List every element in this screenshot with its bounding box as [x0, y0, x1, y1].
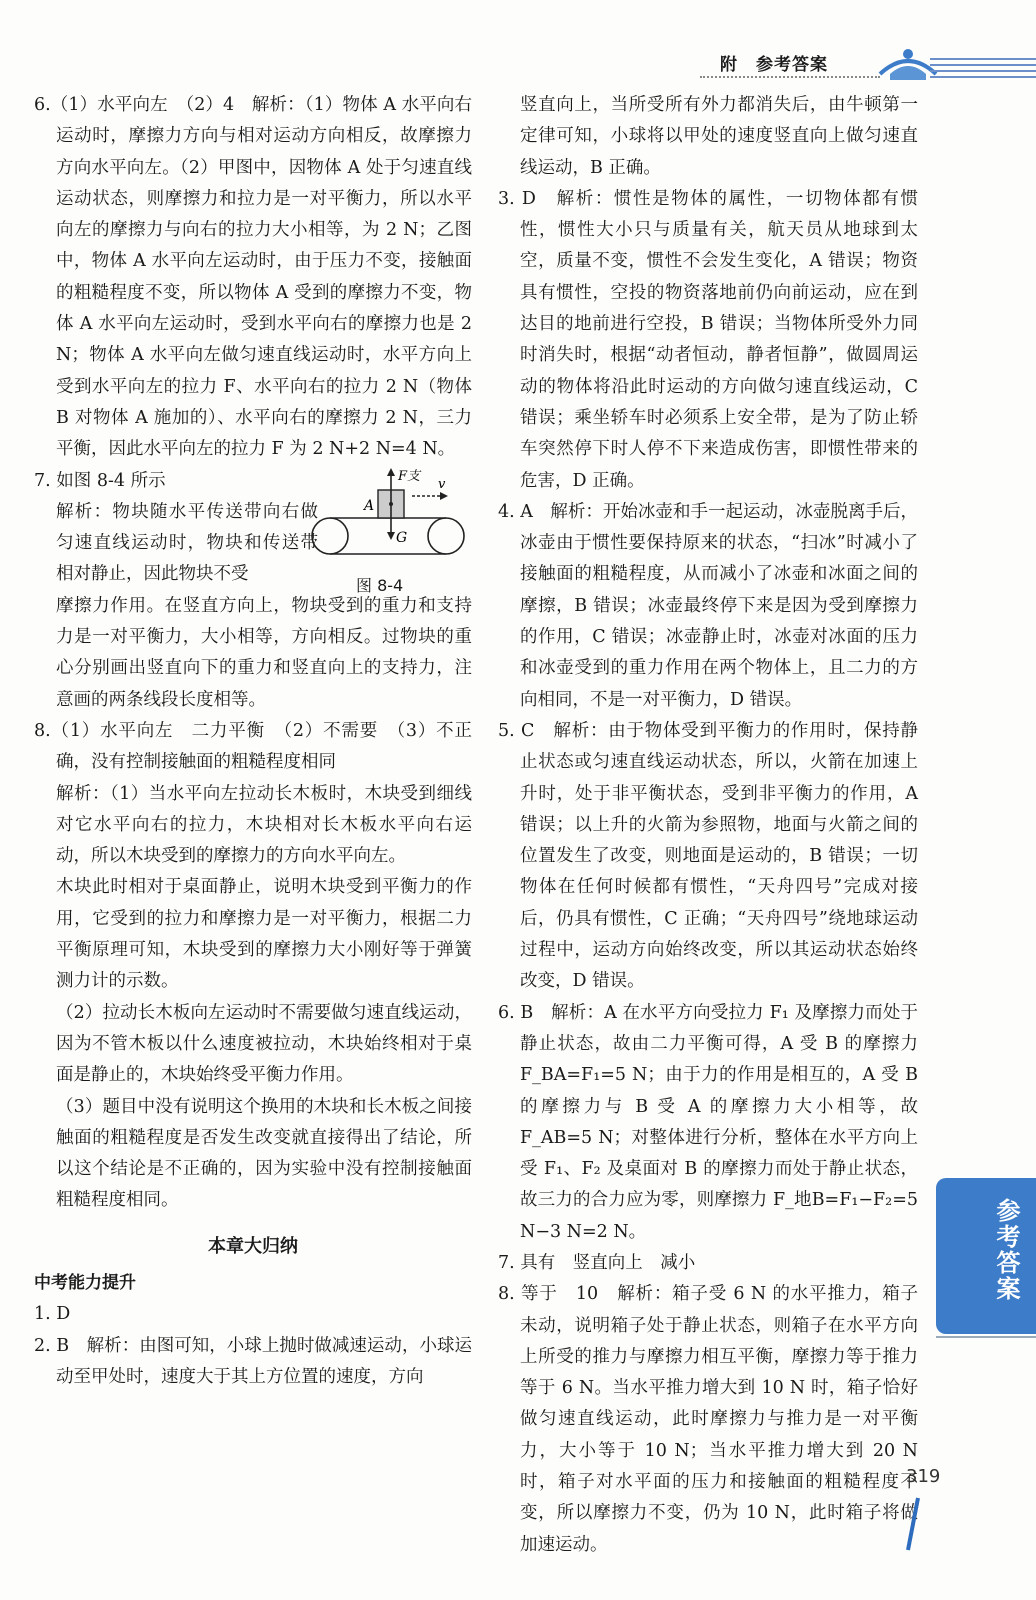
answer-c2-cont: 竖直向上，当所受所有外力都消失后，由牛顿第一定律可知，小球将以甲处的速度竖直向上做匀速直线运动，B 正确。: [520, 95, 918, 178]
answer-8-analysis-2: 木块此时相对于桌面静止，说明木块受到平衡力的作用，它受到的拉力和摩擦力是一对平衡力，根据二力平衡原理可知，木块受到的摩擦力大小刚好等于弹簧测力计的示数。: [56, 877, 472, 992]
answer-c6: 6. B 解析：A 在水平方向受拉力 F₁ 及摩擦力而处于静止状态，故由二力平衡可得，A 受 B 的摩擦力 F_BA=F₁=5 N；由于力的作用是相互的，A 受 B 的摩擦力与 B 受 A 的摩擦力大小相等，故 F_AB=5 N；对整体进行分析，整体在水平方向上受 F₁、F₂ 及桌面对 B 的摩擦力而处于静止状态，故三力的合力应为零，则摩擦力 F_地B=F₁−F₂=5 N−3 N=2 N。: [498, 1002, 918, 1242]
answer-c7: 7. 具有 竖直向上 减小: [498, 1252, 696, 1273]
answer-c5: 5. C 解析：由于物体受到平衡力的作用时，保持静止状态或匀速直线运动状态，所以，火箭在加速上升时，处于非平衡状态，受到非平衡力的作用，A 错误；以上升的火箭为参照物，地面与火箭之间的位置发生了改变，则地面是运动的，B 错误；一切物体在任何时候都有惯性，“天舟四号”完成对接后，仍具有惯性，C 正确；“天舟四号”绕地球运动过程中，运动方向始终改变，所以其运动状态始终改变，D 错误。: [498, 720, 918, 992]
page-number: 319: [906, 1466, 941, 1487]
figure-caption: 图 8-4: [356, 575, 404, 595]
header-stripes: [930, 58, 1036, 82]
right-column: [498, 90, 918, 1561]
page-slash-icon: [906, 1496, 920, 1552]
support-force-arrow: [387, 468, 395, 476]
figure-8-4: [308, 466, 468, 584]
label-block: A: [364, 497, 375, 514]
answer-8-analysis-3: （2）拉动长木板向左运动时不需要做匀速直线运动，因为不管木板以什么速度被拉动，木块始终相对于桌面是静止的，木块始终受平衡力作用。: [56, 1002, 472, 1086]
answer-7-head: 7. 如图 8-4 所示: [34, 470, 166, 491]
answer-c3: 3. D 解析：惯性是物体的属性，一切物体都有惯性，惯性大小只与质量有关，航天员从地球到太空，质量不变，惯性不会发生变化，A 错误；物资具有惯性，空投的物资落地前仍向前运动，应在到达目的地前进行空投，B 错误；当物体所受外力同时消失时，根据“动者恒动，静者恒静”，做圆周运动的物体将沿此时运动的方向做匀速直线运动，C 错误；乘坐轿车时必须系上安全带，是为了防止轿车突然停下时人停不下来造成伤害，即惯性带来的危害，D 正确。: [498, 188, 918, 491]
header-dotted-rule: [700, 76, 880, 78]
section-title: 本章大归纳: [208, 1235, 298, 1257]
side-tab[interactable]: [936, 1178, 1036, 1334]
answer-7-analysis: 解析：物块随水平传送带向右做匀速直线运动时，物块和传送带相对静止，因此物块不受: [56, 501, 318, 585]
page-header: [700, 44, 1036, 84]
label-support-force: F支: [398, 468, 421, 484]
answer-c4: 4. A 解析：开始冰壶和手一起运动，冰壶脱离手后，冰壶由于惯性要保持原来的状态，“扫冰”时减小了接触面的粗糙程度，从而减小了冰壶和冰面之间的摩擦，B 错误；冰壶最终停下来是因为受到摩擦力的作用，C 错误；冰壶静止时，冰壶对冰面的压力和冰壶受到的重力作用在两个物体上，且二力的方向相同，不是一对平衡力，D 错误。: [498, 501, 918, 710]
answer-8-analysis-1: 解析：（1）当水平向左拉动长木板时，木块受到细线对它水平向右的拉力，木块相对长木板水平向右运动，所以木块受到的摩擦力的方向水平向左。: [56, 783, 472, 867]
header-title: 附 参考答案: [720, 55, 828, 75]
answer-6: 6.（1）水平向左 （2）4 解析：（1）物体 A 水平向右运动时，摩擦力方向与相对运动方向相反，故摩擦力方向水平向左。（2）甲图中，因物体 A 处于匀速直线运动状态，则摩擦力和拉力是一对平衡力，所以水平向左的摩擦力与向右的拉力大小相等，为 2 N；乙图中，物体 A 水平向左运动时，由于压力不变，接触面的粗糙程度不变，所以物体 A 受到的摩擦力不变，物体 A 水平向左运动时，受到水平向右的摩擦力也是 2 N；物体 A 水平向左做匀速直线运动时，水平方向上受到水平向左的拉力 F、水平向右的拉力 2 N（物体 B 对物体 A 施加的）、水平向右的摩擦力 2 N，三力平衡，因此水平向左的拉力 F 为 2 N+2 N=4 N。: [34, 95, 472, 460]
label-velocity: v: [438, 476, 446, 492]
pulley-left: [312, 518, 348, 554]
answer-8-head: 8.（1）水平向左 二力平衡 （2）不需要 （3）不正确，没有控制接触面的粗糙程度相同: [34, 720, 472, 773]
answer-7: [34, 466, 472, 716]
answer-8-analysis-4: （3）题目中没有说明这个换用的木块和长木板之间接触面的粗糙程度是否发生改变就直接得出了结论，所以这个结论是不正确的，因为实验中没有控制接触面粗糙程度相同。: [56, 1096, 472, 1211]
subsection-title: 中考能力提升: [34, 1272, 136, 1293]
gravity-arrow: [387, 532, 395, 540]
side-tab-label: 参考答案: [992, 1198, 1020, 1302]
answer-7-analysis-cont: 摩擦力作用。在竖直方向上，物块受到的重力和支持力是一对平衡力，大小相等，方向相反。过物块的重心分别画出竖直向下的重力和竖直向上的支持力，注意画的两条线段长度相等。: [56, 595, 472, 710]
velocity-arrow: [440, 492, 448, 500]
side-tab-rule: [936, 1336, 1036, 1344]
answer-c1: 1. D: [34, 1304, 71, 1325]
label-gravity: G: [396, 529, 408, 546]
pulley-right: [428, 518, 464, 554]
answer-c2: 2. B 解析：由图可知，小球上抛时做减速运动，小球运动至甲处时，速度大于其上方位置的速度，方向: [34, 1335, 472, 1387]
left-column: [34, 90, 472, 1393]
answer-c8: 8. 等于 10 解析：箱子受 6 N 的水平推力，箱子未动，说明箱子处于静止状态，则箱子在水平方向上所受的推力与摩擦力相互平衡，摩擦力等于推力等于 6 N。当水平推力增大到 10 N 时，箱子恰好做匀速直线运动，此时摩擦力与推力是一对平衡力，大小等于 10 N；当水平推力增大到 20 N 时，箱子对水平面的压力和接触面的粗糙程度不变，所以摩擦力不变，仍为 10 N，此时箱子将做加速运动。: [498, 1284, 918, 1555]
